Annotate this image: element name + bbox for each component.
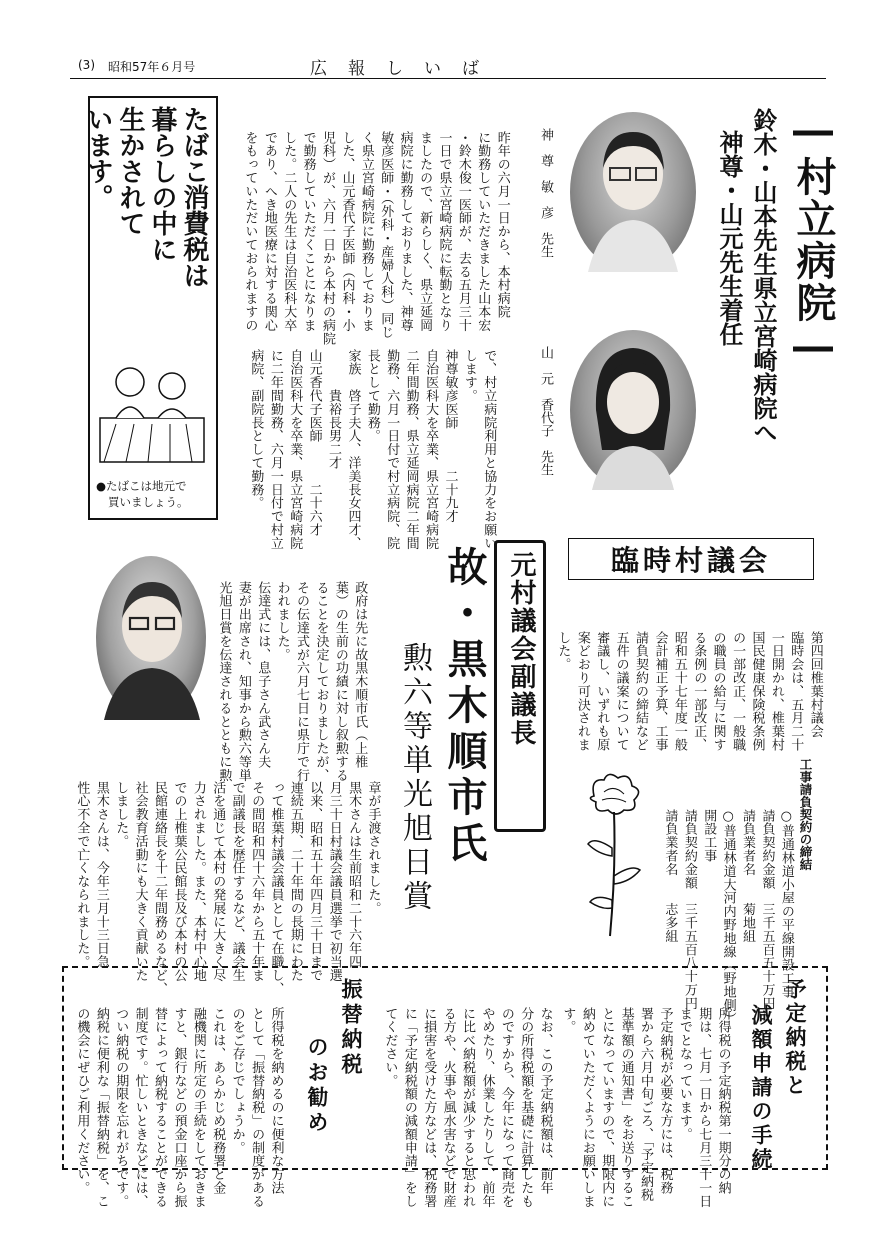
council-body-line: の一部改正、一般職 [730, 630, 746, 752]
furikae-body-line: 融機関に所定の手続をしておきま [190, 1006, 206, 1208]
council-title: 臨時村議会 [610, 544, 771, 577]
hospital-body-lower [246, 318, 518, 550]
kuroki-body-line: 性心不全で亡くなられました。 [74, 780, 90, 969]
hospital-body-line: 神尊敏彦医師 二十九才 [442, 348, 458, 524]
furikae-body-line: すと、銀行などの預金口座から振 [171, 1006, 187, 1208]
hospital-title-main: ―村立病院― [790, 108, 836, 372]
kuroki-body-line: 民館連絡長を十二年間務めるなど、 [152, 780, 168, 996]
tax-title1: 予定納税と [783, 978, 807, 1098]
hospital-body-line: します。 [461, 348, 477, 403]
council-body-line: した。 [555, 630, 571, 672]
hospital-body-line: 勤務、六月一日付で村立病院、院 [384, 348, 400, 550]
kuroki-body-line: って椎葉村議会議員として在職し、 [268, 780, 284, 996]
hospital-body-line: で、村立病院利用と協力をお願い [481, 348, 497, 550]
hospital-body-line: 病院に勤務しておりました、神尊 [397, 130, 413, 332]
kuroki-body-line: 妻が出席され、知事から勲六等単 [235, 580, 251, 782]
council-body-line: 審議し、いずれも原 [594, 630, 610, 752]
hospital-body-line: ましたので、新らしく、県立延岡 [417, 130, 433, 332]
council-body-line: 一日開かれ、椎葉村 [768, 630, 784, 752]
kuroki-label: 元村議会副議長 [506, 551, 536, 747]
council-body-line: 第四回椎葉村議会 [807, 630, 823, 739]
hospital-body-line: で勤務していただくことになりま [300, 130, 316, 332]
tax-body-2 [380, 976, 574, 1208]
tobacco-ad-box [83, 96, 218, 520]
council-body-line: 請負契約の締結など [633, 630, 649, 752]
council-body-line: 国民健康保険税条例 [749, 630, 765, 752]
tax-body-line: 所得税の予定納税第一期分の納 [715, 1006, 731, 1195]
tobacco-slogan-line: 生かされて [115, 106, 145, 236]
kuroki-body-line: 章が手渡されました。 [365, 780, 381, 915]
contract-line: 請負業者名 菊地組 [740, 808, 756, 943]
contract-line: 開設工事 [701, 808, 717, 863]
tax-body-line: のですから、今年になって商売を [498, 1006, 514, 1208]
doctor2-caption: 山 元 香代子 先生 [538, 346, 553, 476]
furikae-body-line: これは、あらかじめ税務署と金 [210, 1006, 226, 1195]
tax-body-line: に比べ納税額が減少すると思われ [460, 1006, 476, 1208]
hospital-body-line: く県立宮崎病院に勤務しておりま [358, 130, 374, 332]
doctor2-photo [570, 330, 696, 490]
tobacco-slogan-line: たばこ消費税は [179, 106, 209, 288]
hospital-body-line: であり、へき地医療に対する関心 [261, 130, 277, 332]
kuroki-body-lower [72, 750, 402, 996]
kuroki-label-box [494, 540, 546, 832]
tax-body-line: 署から六月中旬ごろ、「予定納税 [638, 1006, 654, 1202]
kuroki-body-line: 黒木さんは、今年三月十三日急 [93, 780, 109, 969]
kuroki-body-line: その間昭和四十六年から五十年ま [249, 780, 265, 982]
contract-list [660, 778, 815, 1026]
council-body-line: 臨時会は、五月二十 [788, 630, 804, 752]
hospital-body-line: をもっていただいておられますの [242, 130, 258, 332]
hospital-body-line: 病院、副院長として勤務。 [248, 348, 264, 510]
tobacco-slogan-line: 暮らしの中に [147, 106, 177, 262]
tax-body-line: に損害を受けた方などは、税務署 [421, 1006, 437, 1208]
kuroki-body-line: 力されました。また、本村中心地 [190, 780, 206, 982]
masthead: 広 報 し い ば [310, 59, 481, 79]
contract-line: ○普通林道大河内野地線（野地側） [720, 808, 736, 1026]
contract-line: 請負契約金額 三千五百五十万円 [759, 808, 775, 1010]
tax-body-line: に「予定納税額の減額申請」をし [401, 1006, 417, 1208]
council-body-line: 会計補正予算、工事 [652, 630, 668, 752]
kuroki-name: 故・黒木順市氏 [441, 546, 487, 868]
kuroki-body-line: 伝達式には、息子さん武さん夫 [255, 580, 271, 769]
tobacco-caption-line: 買いましょう。 [108, 495, 189, 509]
council-body-line: 五件の議案について [613, 630, 629, 752]
tobacco-caption-line: ●たばこは地元で [96, 479, 187, 493]
council-body-line: 案どおり可決されま [574, 630, 590, 752]
tax-body-line: なお、この予定納税額は、前年 [537, 1006, 553, 1195]
hospital-title-sub1: 鈴木・山本先生県立宮崎病院へ [749, 108, 777, 444]
portrait-icon [570, 330, 696, 490]
hospital-body-line: 敏彦医師・（外科・産婦人科）同じ [378, 130, 394, 339]
header-rule [70, 78, 826, 79]
contract-heading: 工事請負契約の締結 [798, 758, 813, 871]
doctor1-caption: 神 尊 敏 彦 先生 [538, 128, 553, 258]
council-body-line: 昭和五十七年度一般 [671, 630, 687, 752]
tax-body-line: やめたり、休業したりして、前年 [479, 1006, 495, 1208]
hospital-title-sub2: 神尊・山元先生着任 [715, 130, 743, 346]
kuroki-body-line: 黒木さんは生前昭和二十六年四 [346, 780, 362, 969]
tax-body-line: までとなっています。 [676, 1006, 692, 1141]
kuroki-body-line: しました。 [113, 780, 129, 848]
hospital-body-line: した、山元香代子医師（内科・小 [339, 130, 355, 332]
hospital-body-line: した。二人の先生は自治医科大卒 [281, 130, 297, 332]
contract-line: 請負契約金額 三千五百八十万円 [681, 808, 697, 1010]
kuroki-body-line: 光旭日賞を伝達されるとともに勲 [216, 580, 232, 782]
portrait-icon [570, 112, 696, 272]
furikae-body-line: のをご存じでしょうか。 [229, 1006, 245, 1155]
tax-body-line: 分の所得税額を基礎に計算したも [518, 1006, 534, 1208]
council-title-box [568, 538, 814, 580]
carnation-icon [580, 770, 650, 940]
hospital-body-line: 児科）が、六月一日から本村の病院 [320, 130, 336, 346]
hospital-body-line: 一日で県立宮崎病院に転勤となり [436, 130, 452, 332]
kuroki-body-line: 連続五期、二十年間の長期にわた [287, 780, 303, 982]
kuroki-body-line: 葉）の生前の功績に対し叙勲する [332, 580, 348, 782]
hospital-body-line: 昨年の六月一日から、本村病院 [494, 130, 510, 319]
contract-line: 請負業者名 志多組 [662, 808, 678, 943]
hospital-body-line: に勤務していただきました山本宏 [475, 130, 491, 332]
tobacco-slogan-line: います。 [83, 106, 113, 210]
hospital-body-line: 自治医科大を卒業、県立宮崎病院 [287, 348, 303, 550]
kuroki-body-line: 活を通じて本村の発展に大きく尽 [210, 780, 226, 982]
hospital-body-line: に二年間勤務、六月一日付で村立 [267, 348, 283, 550]
furikae-body-line: として「振替納税」の制度がある [249, 1006, 265, 1208]
hospital-body-line: 家族 啓子夫人、洋美長女四才、 [345, 348, 361, 550]
furikae-body-line: 替によって納税することができる [152, 1006, 168, 1208]
kuroki-body-line: その伝達式が六月七日に県庁で行 [294, 580, 310, 782]
tax-title2: 減額申請の手続 [749, 1004, 773, 1172]
kuroki-body-line: 社会教育活動にも大きく貢献いた [132, 780, 148, 982]
council-body-line: の職員の給与に関す [710, 630, 726, 752]
furikae-body-line: 納税に便利な「振替納税」を、こ [93, 1006, 109, 1208]
kuroki-body-line: での上椎葉公民館長及び本村の公 [171, 780, 187, 982]
hospital-body-line: 貴裕長男二才 [326, 348, 342, 470]
hospital-body-line: ・鈴木俊一医師が、去る五月三十 [455, 130, 471, 332]
kuroki-body-line: 政府は先に故黒木順市氏（上椎 [352, 580, 368, 769]
kuroki-award: 勲六等単光旭日賞 [397, 642, 432, 914]
kuroki-body-line: ることを決定しておりましたが、 [313, 580, 329, 782]
portrait-icon [96, 556, 206, 720]
issue-date: 昭和57年６月号 [108, 60, 196, 74]
kuroki-body-line: で副議長を歴任するなど、議会生 [229, 780, 245, 982]
tobacco-illustration-icon [96, 352, 208, 472]
furikae-body-line: の機会にぜひご利用ください。 [74, 1006, 90, 1195]
kuroki-photo [96, 556, 206, 720]
furikae-title1: 振替納税 [339, 978, 363, 1078]
council-body [553, 600, 844, 770]
tax-body-line: す。 [560, 1006, 576, 1034]
council-body-line: る条例の一部改正、 [691, 630, 707, 752]
furikae-body [72, 976, 305, 1208]
hospital-body-line: 長として勤務。 [364, 348, 380, 443]
tax-body-line: る方や、火事や風水害などで財産 [440, 1006, 456, 1208]
tax-body-1 [558, 976, 752, 1208]
tax-body-line: 期は、七月一日から七月三十一日 [696, 1006, 712, 1208]
kuroki-body-line: われました。 [274, 580, 290, 662]
page-number: (3) [78, 58, 95, 72]
kuroki-body-line: 以来、昭和五十年四月三十日まで [307, 780, 323, 982]
kuroki-body-line: 月三十日村議会議員選挙で初当選 [326, 780, 342, 982]
furikae-body-line: 所得税を納めるのに便利な方法 [268, 1006, 284, 1195]
hospital-body-line: 山元香代子医師 二十六才 [306, 348, 322, 537]
tax-body-line: 予定納税が必要な方には、税務 [657, 1006, 673, 1195]
contract-line: ○普通林道小屋の平線開設工事 [778, 808, 794, 999]
tax-body-line: てください。 [382, 1006, 398, 1088]
kuroki-body-upper [214, 550, 389, 782]
hospital-body-line: 自治医科大を卒業、県立宮崎病院 [423, 348, 439, 550]
furikae-body-line: つい納税の期限を忘れがちです。 [113, 1006, 129, 1208]
doctor1-photo [570, 112, 696, 272]
furikae-title2: のお勧め [305, 1036, 329, 1136]
tax-body-line: とになっていますので、期限内に [599, 1006, 615, 1208]
tax-body-line: 基準額の通知書」をお送りするこ [618, 1006, 634, 1208]
furikae-body-line: 制度です。忙しいときなどには、 [132, 1006, 148, 1208]
tax-body-line: 納めていただくようにお願いしま [579, 1006, 595, 1208]
hospital-body-line: 二年間勤務、県立延岡病院二年間 [403, 348, 419, 550]
tobacco-caption [96, 478, 189, 510]
hospital-body-upper [240, 100, 531, 346]
tobacco-slogan [82, 106, 210, 288]
